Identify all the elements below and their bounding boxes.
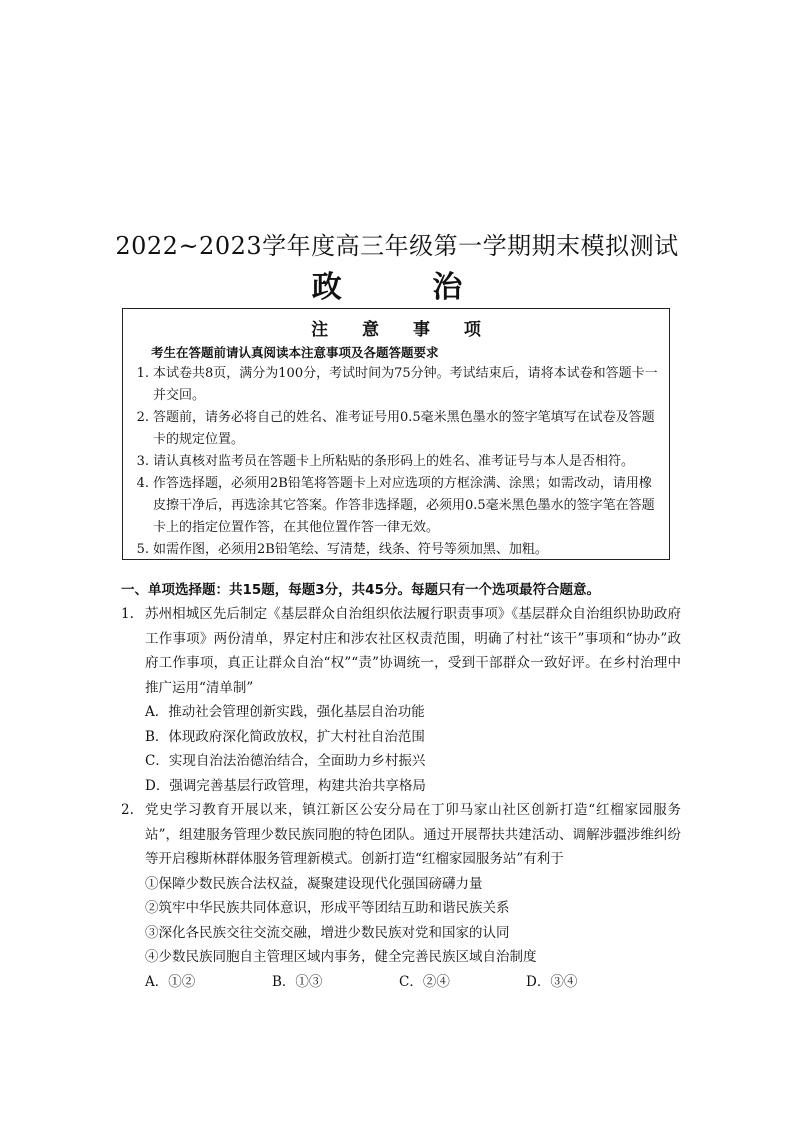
question-stem (121, 602, 681, 700)
statement-2: ②筑牢中华民族共同体意识，形成平等团结互助和谐民族关系 (145, 900, 510, 916)
question-stem (121, 798, 681, 872)
question-text: 党史学习教育开展以来，镇江新区公安分局在丁卯马家山社区创新打造“红榴家园服务站”，组建服务管理少数民族同胞的特色团队。通过开展帮扶共建活动、调解涉疆涉维纠纷等开启穆斯林群体服务管理新模式。创新打造“红榴家园服务站”有利于 (145, 802, 681, 867)
question-text: 苏州相城区先后制定《基层群众自治组织依法履行职责事项》《基层群众自治组织协助政府工作事项》两份清单，界定村庄和涉农社区权责范围，明确了村社“该干”事项和“协办”政府工作事项，真正让群众自治“权”“责”协调统一，受到干部群众一致好评。在乡村治理中推广运用“清单制” (145, 606, 681, 696)
notice-item-number: 1. (136, 366, 149, 381)
option-row (121, 970, 681, 995)
option-c: C．实现自治法治德治结合，全面助力乡村振兴 (145, 753, 426, 769)
statement-4: ④少数民族同胞自主管理区域内事务，健全完善民族区域自治制度 (145, 949, 537, 965)
notice-item-number: 4. (136, 476, 149, 491)
notice-box (122, 308, 670, 560)
notice-title: 注 意 事 项 (311, 320, 495, 340)
option-b: B．体现政府深化简政放权，扩大村社自治范围 (145, 728, 425, 745)
notice-item-text: 如需作图，必须用2B铅笔绘、写清楚，线条、符号等须加黑、加粗。 (153, 542, 548, 557)
statement-3: ③深化各民族交往交流交融，增进少数民族对党和国家的认同 (145, 924, 510, 941)
question-number: 2. (121, 802, 134, 818)
notice-item-text: 请认真核对监考员在答题卡上所粘贴的条形码上的姓名、准考证号与本人是否相符。 (153, 454, 635, 469)
statement-1: ①保障少数民族合法权益，凝聚建设现代化强国磅礴力量 (145, 875, 483, 892)
notice-subtitle: 考生在答题前请认真阅读本注意事项及各题答题要求 (151, 345, 439, 360)
question-list (121, 602, 681, 994)
option-c: C．②④ (399, 973, 450, 990)
notice-list (123, 363, 669, 561)
option-a: A．①② (145, 973, 196, 990)
notice-item (123, 407, 659, 451)
subject-title: 政 治 (311, 270, 503, 305)
notice-item-text: 答题前，请务必将自己的姓名、准考证号用0.5毫米黑色墨水的签字笔填写在试卷及答题卡的规定位置。 (153, 410, 655, 447)
exam-title: 2022~2023学年度高三年级第一学期期末模拟测试 (115, 232, 679, 260)
notice-item (123, 539, 659, 561)
option-d: D．强调完善基层行政管理，构建共治共享格局 (145, 777, 426, 794)
notice-item (123, 451, 659, 473)
notice-item-text: 本试卷共8页，满分为100分，考试时间为75分钟。考试结束后，请将本试卷和答题卡一并交回。 (153, 366, 658, 403)
option-d: D．③④ (526, 973, 578, 990)
question-1 (121, 602, 681, 798)
notice-item-text: 作答选择题，必须用2B铅笔将答题卡上对应选项的方框涂满、涂黑；如需改动，请用橡皮擦干净后，再选涂其它答案。作答非选择题，必须用0.5毫米黑色墨水的签字笔在答题卡上的指定位置作答，在其他位置作答一律无效。 (153, 476, 655, 535)
option-a: A．推动社会管理创新实践，强化基层自治功能 (145, 704, 425, 720)
notice-item (123, 363, 659, 407)
question-number: 1. (121, 606, 134, 622)
notice-item-number: 2. (136, 410, 149, 425)
notice-item-number: 3. (136, 454, 149, 469)
section-heading: 一、单项选择题：共15题，每题3分，共45分。每题只有一个选项最符合题意。 (121, 582, 600, 598)
option-b: B．①③ (272, 973, 323, 990)
notice-item (123, 473, 659, 539)
notice-item-number: 5. (136, 542, 149, 557)
question-2 (121, 798, 681, 994)
